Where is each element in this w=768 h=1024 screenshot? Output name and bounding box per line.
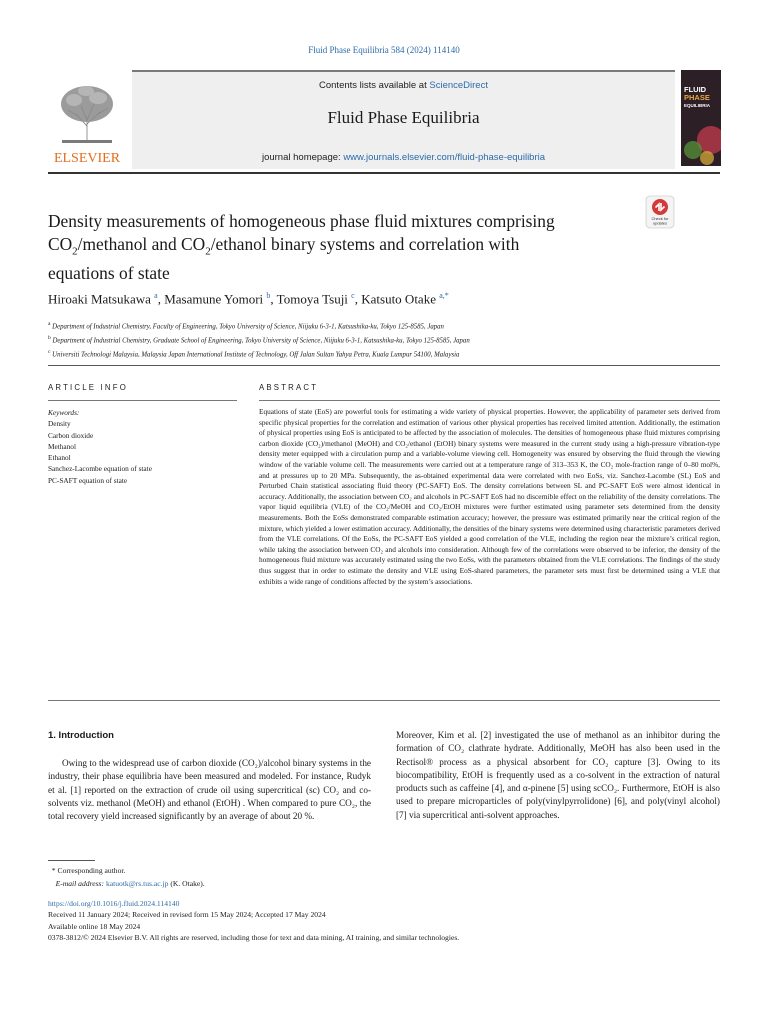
journal-citation[interactable]: Fluid Phase Equilibria 584 (2024) 114140 [308,45,460,55]
affiliation-item: $^c$ Universiti Technologi Malaysia, Malaysia Japan International Institute of Technology, Off Jalan Sultan Yahya Petra, Kuala Lumpur 54100, Malaysia [48,348,460,358]
title-line-3: equations of state [48,263,170,284]
svg-text:updates: updates [652,220,668,226]
article-info-heading: ARTICLE INFO [48,383,128,392]
keyword-item: Carbon dioxide [48,430,94,440]
article-title [48,210,618,285]
keyword-item: Sanchez-Lacombe equation of state [48,464,152,474]
publication-info [48,898,728,944]
author-name[interactable]: Tomoya Tsuji [276,291,348,307]
elsevier-logo[interactable] [48,74,126,167]
title-line-2: $CO_2$/methanol and $CO_2$/ethanol binary systems and correlation with [48,233,520,257]
abstract-text: Equations of state (EoS) are powerful tools for estimating a wide variety of physical properties. However, the applicability of parameter sets derived from specific physical properties for the correlation and estimation of various other physical properties has received limited attention. Additionally, the estimation of physical properties using EoS is anticipated to be affected by the association of molecules. The densities of homogeneous phase fluid mixtures comprising carbon dioxide (CO₂)/methanol (MeOH) and CO₂/ethanol (EtOH) binary systems were measured in the current study using a high-pressure vibration-type density meter equipped with a circulation pump and a variable-volume viewing cell. Homogeneity was ensured by observing the fluid through the viewing window of the variable volume cell. The measurements were carried out at a temperature range of 313–353 K, the CO₂ mole-fraction range of 0–80 mol%, and at pressures up to 20 MPa. Subsequently, the as-obtained experimental data were correlated with two EoSs, viz. Sanchez-Lacombe (SL) EoS and Perturbed Chain statistical associating fluid theory (PC-SAFT) EoS. The density correlations between SL and PC-SAFT EoS were almost identical in accuracy. Additionally, the association between CO₂ and alcohols in PC-SAFT EoS had no discernible effect on the reliability of the density correlations. The vapor liquid equilibria (VLE) of the CO₂/MeOH and CO₂/EtOH mixtures were further estimated using parameter sets determined from the density measurements. Both the EoSs demonstrated comparable estimation accuracy; however, the pressure was estimated primarily near the critical region of the mixture, which yielded a lower estimation accuracy. Additionally, the densities of the binary systems were determined using characteristic parameters derived from the VLE correlations. Of the EoSs, the PC-SAFT EoS yielded a good correlation of the VLE, including the region near the mixture’s critical region, while taking the association between CO₂ and alcohols into consideration. Although few of the correlations were observed to be inferior, the density of the homogeneous fluid mixture was accurately estimated using the two EoSs, with the parameters obtained from the VLE correlations. The findings of the study thus suggest that in order to estimate the density and VLE using EoS-shared parameters, the parameter sets must first be determined using a VLE that exhibits a wide range of conditions affected by the system’s associations. [259,407,720,586]
received-dates: Received 11 January 2024; Received in revised form 15 May 2024; Accepted 17 May 2024 [48,910,326,920]
keyword-item: Ethanol [48,453,71,463]
keyword-item: Density [48,419,71,429]
contents-prefix: Contents lists available at [319,80,430,91]
body-column-left [48,757,371,823]
contents-line [132,80,675,91]
author-name[interactable]: Katsuto Otake [361,291,436,307]
body-column-right [396,729,720,822]
title-line-1: Density measurements of homogeneous phase fluid mixtures comprising [48,211,555,231]
intro-paragraph-2: Moreover, Kim et al. [2] investigated the use of methanol as an inhibitor during the formation of CO₂ clathrate hydrate. Additionally, MeOH has also been used in the Rectisol® process as a physical absorbent for CO₂ capture [3]. Owing to its biocompatibility, EtOH is frequently used as a co-solvent in the extraction of natural products such as caffeine [4], and α-pinene [5] using scCO₂. Furthermore, EtOH is also used to prepare microparticles of poly(vinylpyrrolidone) [6], and poly(vinyl alcohol) [7] via supercritical anti-solvent approaches. [396,730,720,820]
journal-cover[interactable] [681,70,721,166]
author-list: Hiroaki Matsukawa $^a$, Masamune Yomori $^b$, Tomoya Tsuji $^c$, Katsuto Otake $^{a,*}$ [48,291,449,307]
intro-paragraph-1: Owing to the widespread use of carbon dioxide (CO₂)/alcohol binary systems in the industry, their phase equilibria have been measured and modeled. For instance, Rudyk et al. [1] reported on the extraction of crude oil using supercritical (sc) CO₂ and co-solvents viz. methanol (MeOH) and ethanol (EtOH) . When compared to pure CO₂, the total recovery yield increased significantly by an average of about 20 %. [48,758,371,822]
header-divider [48,172,720,174]
cover-title [684,86,710,110]
affiliation-item: $^b$ Department of Industrial Chemistry, Graduate School of Engineering, Tokyo University of Science, Niijuku 6-3-1, Katsushika-ku, Tokyo 125-8585, Japan [48,334,470,345]
check-updates-icon [645,195,675,229]
elsevier-tree-icon [48,74,126,167]
section-divider [48,365,720,366]
author-affil-mark[interactable]: b [266,291,271,300]
author-affil-mark[interactable]: a [154,291,158,300]
keywords-label: Keywords: [48,408,80,417]
cover-line-2: PHASE [684,93,710,102]
email-link[interactable]: katuotk@rs.tus.ac.jp [105,878,169,888]
journal-masthead [48,70,720,167]
abstract-heading: ABSTRACT [259,383,319,392]
author-name[interactable]: Masamune Yomori [164,291,264,307]
doi-link[interactable]: https://doi.org/10.1016/j.fluid.2024.114140 [48,899,180,908]
abstract-bottom-divider [48,700,720,701]
homepage-prefix: journal homepage: [261,152,344,163]
author-affil-mark[interactable]: c [351,291,355,300]
affiliation-item: $^a$ Department of Industrial Chemistry, Faculty of Engineering, Tokyo University of Science, Niijuku 6-3-1, Katsushika-ku, Tokyo 125-8585, Japan [48,321,444,331]
cover-line-3: EQUILIBRIA [684,103,711,108]
author-name[interactable]: Hiroaki Matsukawa [48,291,151,307]
available-online-date: Available online 18 May 2024 [48,921,141,931]
footnotes [48,865,720,890]
sciencedirect-link[interactable]: ScienceDirect [429,80,488,91]
keyword-item: Methanol [48,441,76,451]
check-for-updates-button[interactable] [645,195,675,229]
info-divider [48,400,237,401]
footnote-divider [48,860,95,861]
keywords-block [48,407,237,486]
abstract-divider [259,400,720,401]
elsevier-wordmark: ELSEVIER [53,151,121,166]
svg-text:Check for: Check for [651,216,669,221]
cover-line-1: FLUID [684,85,707,94]
homepage-line [132,152,675,163]
affiliations [48,319,728,360]
masthead-center [132,70,675,169]
journal-name: Fluid Phase Equilibria [327,108,480,127]
keyword-item: PC-SAFT equation of state [48,475,128,485]
email-note: E-mail address: katuotk@rs.tus.ac.jp (K. Otake). [55,878,205,888]
author-affil-mark[interactable]: a,* [439,291,449,300]
introduction-heading: 1. Introduction [48,730,114,741]
homepage-link[interactable]: www.journals.elsevier.com/fluid-phase-equilibria [343,152,546,163]
corresponding-author-note: * Corresponding author. [48,866,126,875]
copyright-line: 0378-3812/© 2024 Elsevier B.V. All rights are reserved, including those for text and data mining, AI training, and similar technologies. [48,933,460,943]
